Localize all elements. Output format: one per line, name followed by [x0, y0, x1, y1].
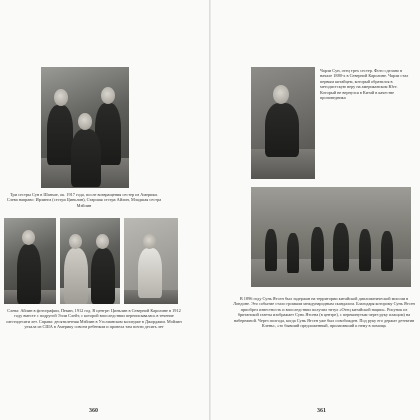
page-number: 360 — [89, 408, 98, 414]
photo-charlie-soong — [251, 67, 315, 179]
photo-sun-yatsen-street — [251, 187, 411, 287]
photo-chingling-with-friend — [60, 218, 120, 304]
right-page — [211, 0, 420, 420]
photo-ailing — [4, 218, 56, 304]
left-page — [0, 0, 209, 420]
page-number: 361 — [317, 408, 326, 414]
caption-sun-yatsen: В 1896 году Сунь Ятсен был задержан на территории китайской дипломатической миссии в Лондоне. Это событие стало громким международным скандалом. Благодаря которому Сунь Ятсен приобрел известность и впоследствии получил титул «Отец китайской нации». Рисунок из британской газеты изображает Сунь Ятсена (в центре), с перекинутым через руку плащом) на набережной. Через полгода, когда Сунь Ятсен уже был освобожден. Под руку его держат детектив Кленьс, «то бывший предложенный, прилагавший к нему в помощь — [233, 296, 415, 329]
caption-three-sisters: Три сестры Сун в Шанхае, ок. 1917 года, после возвращения сестер из Америки. Слева направо: Ирлинга (сестра Циньлин), Старшая сестра Айлин, Младшая сестра Мэйлин — [6, 192, 162, 208]
caption-three-portraits: Слева: Айлин в фотографии, Пекин, 1912 год. В центре: Циньлин в Северной Каролине в 1912 году вместе с подругой Элли Слейт, с которой впоследствии переписывалась в течение шестидесяти лет. Справа: десятилетняя Мэйлин в Уэслианском колледже в Джорджии. Мэйлин уехала из США в Америку совсем ребенком и провела там почти десять лет — [6, 308, 182, 330]
caption-charlie-soong: Чарли Сун, отец трех сестер. Фото сделано в начале 1880-х в Северной Каролине. Чарли стал первым китайцем, который обратился в методистскую веру на американском Юге. Который не вернулся в Китай в качестве проповедника — [320, 68, 409, 101]
photo-mayling — [124, 218, 178, 304]
photo-three-sisters — [41, 67, 129, 188]
